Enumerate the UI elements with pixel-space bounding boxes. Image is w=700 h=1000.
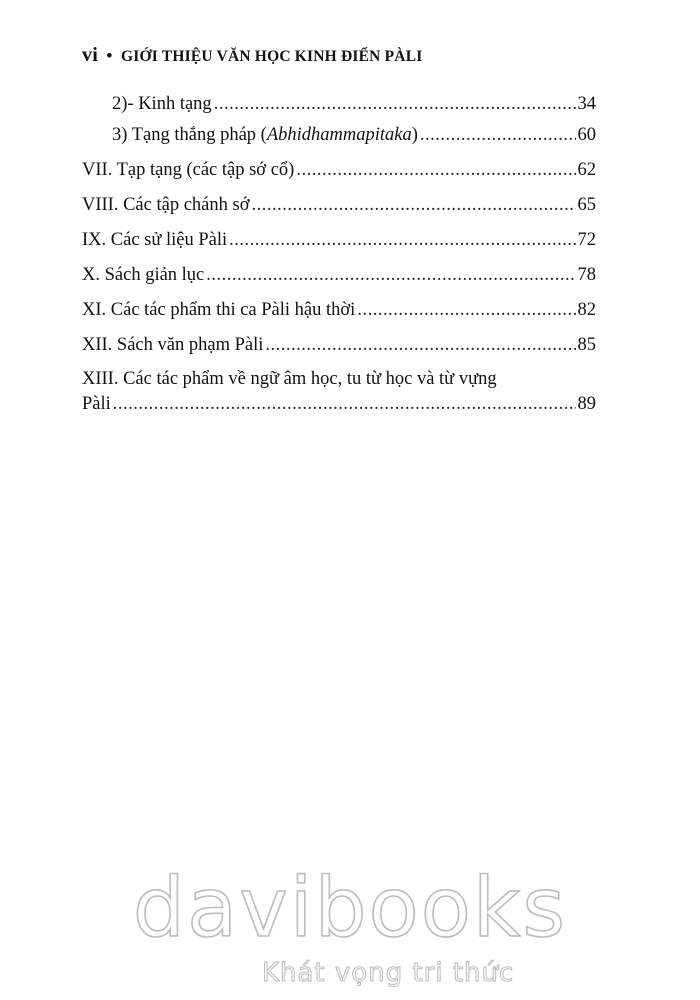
toc-entry <box>82 263 596 288</box>
toc-entry-label <box>112 123 418 148</box>
toc-entry-label: XII. Sách văn phạm Pàli <box>82 335 264 355</box>
book-title: GIỚI THIỆU VĂN HỌC KINH ĐIỂN PÀLI <box>121 48 423 65</box>
dot-leader <box>296 158 575 183</box>
toc-entry-label-line2: Pàli <box>82 394 111 414</box>
watermark-brand: davibooks <box>132 861 568 956</box>
toc-entry-page: 60 <box>577 125 596 145</box>
toc-entry <box>82 228 596 253</box>
toc-entry-page: 62 <box>577 160 596 180</box>
toc-label-prefix: 3) Tạng thắng pháp ( <box>112 125 267 145</box>
toc-entry <box>82 193 596 218</box>
toc-entry-page: 89 <box>577 394 596 414</box>
toc-entry <box>82 123 596 148</box>
dot-leader <box>206 263 575 288</box>
watermark-tagline: Khát vọng tri thức <box>262 958 515 988</box>
dot-leader <box>214 92 576 117</box>
toc-entry-label: X. Sách giản lục <box>82 265 205 285</box>
header-separator: • <box>106 46 113 65</box>
toc-entry <box>82 92 596 117</box>
dot-leader <box>357 298 575 323</box>
toc-label-italic: Abhidhammapitaka <box>266 125 412 145</box>
running-header <box>82 44 422 67</box>
toc-entry-page: 82 <box>577 300 596 320</box>
toc-entry-page: 85 <box>577 335 596 355</box>
dot-leader <box>420 123 576 148</box>
toc-entry <box>82 367 596 417</box>
dot-leader <box>113 392 576 417</box>
page-number: vi <box>82 44 98 66</box>
dot-leader <box>265 333 575 358</box>
toc-entry-page: 65 <box>577 195 596 215</box>
toc-entry-label: IX. Các sử liệu Pàli <box>82 230 228 250</box>
toc-entry-label-line1: XIII. Các tác phẩm về ngữ âm học, tu từ học và từ vựng <box>82 369 497 389</box>
toc-entry-page: 72 <box>577 230 596 250</box>
toc-entry-page: 78 <box>577 265 596 285</box>
toc-entry <box>82 333 596 358</box>
dot-leader <box>252 193 576 218</box>
toc-entry <box>82 158 596 183</box>
toc-label-suffix: ) <box>411 125 418 145</box>
toc-entry-label: VII. Tạp tạng (các tập sớ cổ) <box>82 160 295 180</box>
toc-entry-label: XI. Các tác phẩm thi ca Pàli hậu thời <box>82 300 356 320</box>
dot-leader <box>229 228 575 253</box>
toc-entry-label: 2)- Kinh tạng <box>112 94 212 114</box>
toc-entry <box>82 298 596 323</box>
toc-entry-page: 34 <box>577 94 596 114</box>
toc-entry-label: VIII. Các tập chánh sớ <box>82 195 250 215</box>
table-of-contents <box>82 90 596 417</box>
